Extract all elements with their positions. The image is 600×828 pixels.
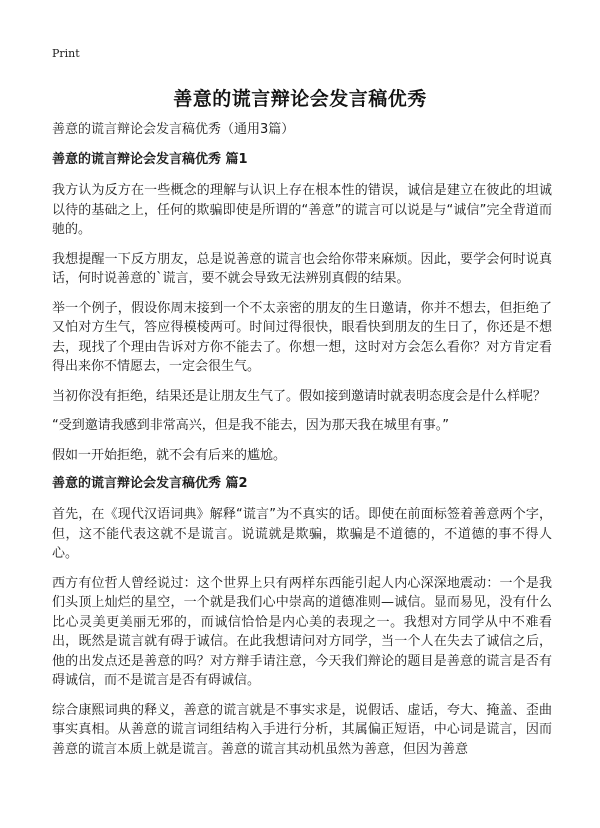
- paragraph: 我方认为反方在一些概念的理解与认识上存在根本性的错误，诚信是建立在彼此的坦诚以待的基础之上，任何的欺骗即使是所谓的“善意”的谎言可以说是与“诚信”完全背道而驰的。: [52, 183, 552, 237]
- paragraph: 举一个例子，假设你周末接到一个不太亲密的朋友的生日邀请，你并不想去，但拒绝了又怕对方生气，答应得模棱两可。时间过得很快，眼看快到朋友的生日了，你还是不想去，现找了个理由告诉对方你不能去了。你想一想，这时对方会怎么看你？对方肯定看得出来你不情愿去，一定会很生气。: [52, 300, 552, 374]
- section-heading: 善意的谎言辩论会发言稿优秀 篇1: [52, 152, 248, 167]
- article-body: [52, 121, 552, 769]
- page-title: 善意的谎言辩论会发言稿优秀: [173, 88, 427, 110]
- paragraph: 西方有位哲人曾经说过：这个世界上只有两样东西能引起人内心深深地震动：一个是我们头顶上灿烂的星空，一个就是我们心中崇高的道德准则—诚信。显而易见，没有什么比心灵美更美丽无邪的，而诚信恰恰是内心美的表现之一。我想对方同学从中不难看出，既然是谎言就有碍于诚信。在此我想请问对方同学，当一个人在失去了诚信之后，他的出发点还是善意的吗？对方辩手请注意，今天我们辩论的题目是善意的谎言是否有碍诚信，而不是谎言是否有碍诚信。: [52, 575, 552, 688]
- print-link[interactable]: Print: [52, 47, 80, 60]
- paragraph: 首先，在《现代汉语词典》解释“谎言”为不真实的话。即使在前面标签着善意两个字，但，这不能代表这就不是谎言。说谎就是欺骗，欺骗是不道德的，不道德的事不得人心。: [52, 507, 552, 561]
- section-2: [52, 475, 552, 759]
- paragraph: “受到邀请我感到非常高兴，但是我不能去，因为那天我在城里有事。”: [52, 418, 449, 433]
- paragraph: 综合康熙词典的释义，善意的谎言就是不事实求是，说假话、虚话，夸大、掩盖、歪曲事实真相。从善意的谎言词组结构入手进行分析，其属偏正短语，中心词是谎言，因而善意的谎言本质上就是谎言。善意的谎言其动机虽然为善意，但因为善意: [52, 702, 552, 757]
- paragraph: 假如一开始拒绝，就不会有后来的尴尬。: [52, 447, 287, 463]
- article-subtitle: 善意的谎言辩论会发言稿优秀（通用3篇）: [52, 122, 295, 137]
- section-heading: 善意的谎言辩论会发言稿优秀 篇2: [52, 476, 248, 491]
- paragraph: 我想提醒一下反方朋友，总是说善意的谎言也会给你带来麻烦。因此，要学会何时说真话，何时说善意的`谎言，要不就会导致无法辨别真假的结果。: [52, 251, 552, 286]
- section-1: [52, 151, 552, 465]
- paragraph: 当初你没有拒绝，结果还是让朋友生气了。假如接到邀请时就表明态度会是什么样呢？: [52, 388, 547, 404]
